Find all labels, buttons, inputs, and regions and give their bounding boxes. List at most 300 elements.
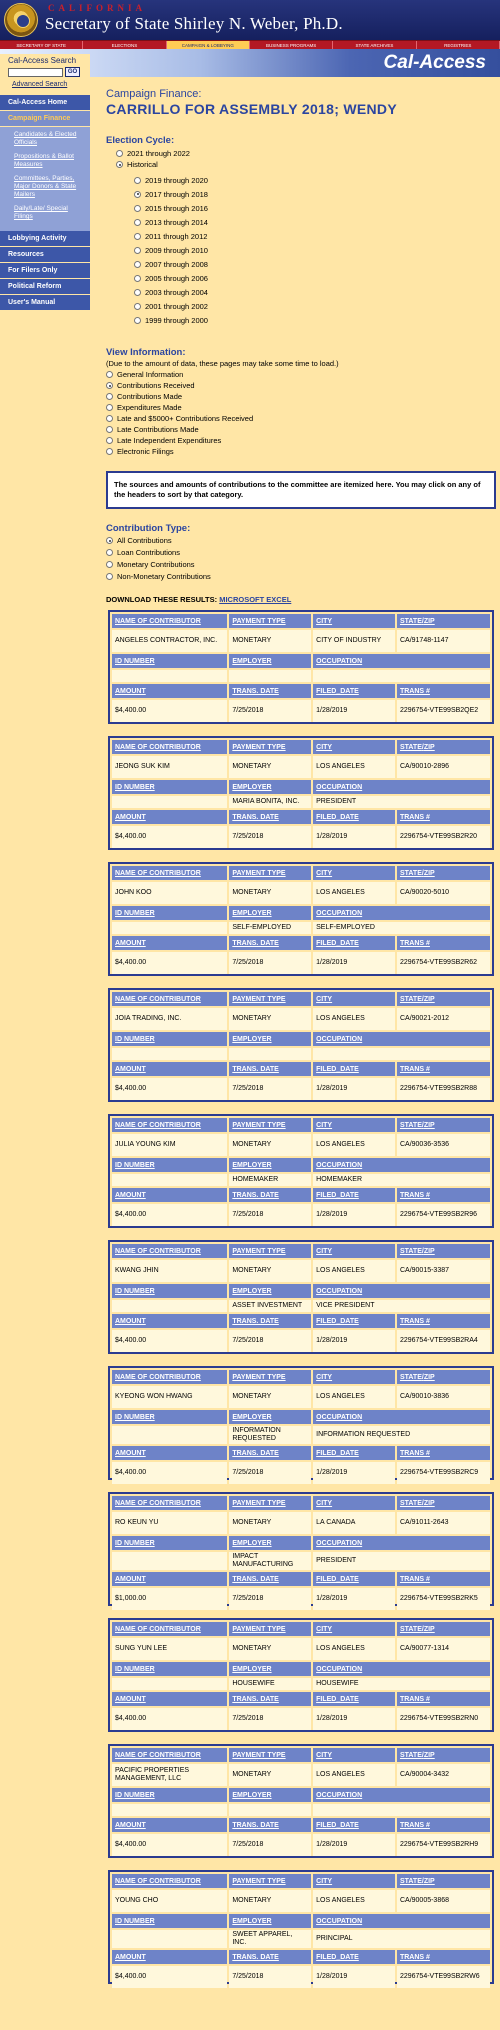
- occupation-column-header[interactable]: OCCUPATION: [313, 1284, 490, 1298]
- state-zip: CA/91748-1147: [397, 630, 490, 652]
- trans-date: 7/25/2018: [229, 1834, 311, 1856]
- employer-column-header[interactable]: EMPLOYER: [229, 1410, 311, 1424]
- trans-date-column-header[interactable]: TRANS. DATE: [229, 1950, 311, 1964]
- main-content: [106, 88, 496, 604]
- id-number: [112, 1552, 227, 1570]
- contribution-table: [110, 1494, 492, 1612]
- cycle-current-option[interactable]: 2021 through 2022: [116, 148, 496, 159]
- trans-date-column-header[interactable]: TRANS. DATE: [229, 936, 311, 950]
- table-header-row: [112, 740, 490, 754]
- trans-date-column-header[interactable]: TRANS. DATE: [229, 810, 311, 824]
- view-option[interactable]: Late Contributions Made: [106, 424, 496, 435]
- payment-type-column-header[interactable]: PAYMENT TYPE: [229, 866, 311, 880]
- sidebar-item-campaign-finance[interactable]: Campaign Finance: [0, 111, 90, 127]
- radio-icon[interactable]: [106, 415, 113, 422]
- nav-state-archives[interactable]: STATE ARCHIVES: [333, 41, 416, 49]
- contribution-table: [110, 738, 492, 850]
- state-zip-column-header[interactable]: STATE/ZIP: [397, 1244, 490, 1258]
- sidebar-item-resources[interactable]: Resources: [0, 247, 90, 263]
- name-column-header[interactable]: NAME OF CONTRIBUTOR: [112, 1496, 227, 1510]
- table-row: [112, 952, 490, 974]
- contribution-table: [110, 1242, 492, 1354]
- table-row: [112, 1462, 490, 1484]
- payment-type: MONETARY: [229, 1890, 311, 1912]
- name-column-header[interactable]: NAME OF CONTRIBUTOR: [112, 1622, 227, 1636]
- radio-icon[interactable]: [106, 437, 113, 444]
- table-header-row: [112, 1314, 490, 1328]
- contributor-name: SUNG YUN LEE: [112, 1638, 227, 1660]
- filed-date: 1/28/2019: [313, 826, 395, 848]
- employer-column-header[interactable]: EMPLOYER: [229, 654, 311, 668]
- id-number-column-header[interactable]: ID NUMBER: [112, 1032, 227, 1046]
- state-zip-column-header[interactable]: STATE/ZIP: [397, 866, 490, 880]
- table-row: [112, 1300, 490, 1312]
- employer-column-header[interactable]: EMPLOYER: [229, 1032, 311, 1046]
- state-zip: CA/90020-5010: [397, 882, 490, 904]
- contribution-type-option[interactable]: Loan Contributions: [106, 547, 496, 558]
- occupation-column-header[interactable]: OCCUPATION: [313, 1536, 490, 1550]
- filed-date-column-header[interactable]: FILED_DATE: [313, 936, 395, 950]
- cycle-option[interactable]: 2017 through 2018: [134, 187, 496, 201]
- radio-icon[interactable]: [134, 177, 141, 184]
- radio-icon[interactable]: [116, 150, 123, 157]
- payment-type-column-header[interactable]: PAYMENT TYPE: [229, 1118, 311, 1132]
- payment-type: MONETARY: [229, 756, 311, 778]
- id-number-column-header[interactable]: ID NUMBER: [112, 1536, 227, 1550]
- amount-column-header[interactable]: AMOUNT: [112, 1188, 227, 1202]
- id-number-column-header[interactable]: ID NUMBER: [112, 906, 227, 920]
- cycle-option[interactable]: 2009 through 2010: [134, 243, 496, 257]
- trans-no: 2296754-VTE99SB2R88: [397, 1078, 490, 1100]
- sidebar-link-candidates[interactable]: Candidates & Elected Officials: [14, 131, 77, 146]
- amount: $4,400.00: [112, 826, 227, 848]
- contribution-table: [110, 1116, 492, 1228]
- excel-download-link[interactable]: MICROSOFT EXCEL: [219, 595, 292, 604]
- trans-date: 7/25/2018: [229, 1462, 311, 1484]
- employer-column-header[interactable]: EMPLOYER: [229, 1662, 311, 1676]
- table-header-row: [112, 1818, 490, 1832]
- payment-type-column-header[interactable]: PAYMENT TYPE: [229, 992, 311, 1006]
- occupation: INFORMATION REQUESTED: [313, 1426, 490, 1444]
- view-option[interactable]: Expenditures Made: [106, 402, 496, 413]
- contribution-record: [108, 1366, 494, 1480]
- name-column-header[interactable]: NAME OF CONTRIBUTOR: [112, 1874, 227, 1888]
- table-header-row: [112, 866, 490, 880]
- radio-selected-icon[interactable]: [106, 382, 113, 389]
- contribution-table: [110, 1746, 492, 1858]
- sidebar-item-cal-access-home[interactable]: Cal-Access Home: [0, 95, 90, 111]
- sidebar-nav: [0, 95, 90, 311]
- city-column-header[interactable]: CITY: [313, 1622, 395, 1636]
- amount-column-header[interactable]: AMOUNT: [112, 1950, 227, 1964]
- city: LA CANADA: [313, 1512, 395, 1534]
- state-zip-column-header[interactable]: STATE/ZIP: [397, 1496, 490, 1510]
- radio-icon[interactable]: [134, 261, 141, 268]
- radio-icon[interactable]: [134, 289, 141, 296]
- occupation-column-header[interactable]: OCCUPATION: [313, 1788, 490, 1802]
- load-time-note: (Due to the amount of data, these pages may take some time to load.): [106, 359, 339, 368]
- table-header-row: [112, 810, 490, 824]
- contributor-name: JEONG SUK KIM: [112, 756, 227, 778]
- employer: [229, 1804, 311, 1816]
- cycle-option[interactable]: 2015 through 2016: [134, 201, 496, 215]
- sidebar-item-users-manual[interactable]: User's Manual: [0, 295, 90, 311]
- radio-icon[interactable]: [134, 317, 141, 324]
- sidebar-item-political-reform[interactable]: Political Reform: [0, 279, 90, 295]
- occupation-column-header[interactable]: OCCUPATION: [313, 1410, 490, 1424]
- trans-date-column-header[interactable]: TRANS. DATE: [229, 1572, 311, 1586]
- filed-date-column-header[interactable]: FILED_DATE: [313, 1818, 395, 1832]
- table-header-row: [112, 1496, 490, 1510]
- city-column-header[interactable]: CITY: [313, 1874, 395, 1888]
- filed-date: 1/28/2019: [313, 1588, 395, 1610]
- amount: $4,400.00: [112, 1966, 227, 1988]
- contributor-name: PACIFIC PROPERTIES MANAGEMENT, LLC: [112, 1764, 227, 1786]
- occupation: VICE PRESIDENT: [313, 1300, 490, 1312]
- amount-column-header[interactable]: AMOUNT: [112, 1818, 227, 1832]
- filed-date: 1/28/2019: [313, 1708, 395, 1730]
- occupation: [313, 670, 490, 682]
- trans-no-column-header[interactable]: TRANS #: [397, 936, 490, 950]
- employer-column-header[interactable]: EMPLOYER: [229, 1788, 311, 1802]
- id-number-column-header[interactable]: ID NUMBER: [112, 654, 227, 668]
- contribution-type-option[interactable]: Monetary Contributions: [106, 559, 496, 570]
- trans-no-column-header[interactable]: TRANS #: [397, 1572, 490, 1586]
- trans-no: 2296754-VTE99SB2RK5: [397, 1588, 490, 1610]
- filed-date-column-header[interactable]: FILED_DATE: [313, 1446, 395, 1460]
- view-option[interactable]: Contributions Made: [106, 391, 496, 402]
- amount-column-header[interactable]: AMOUNT: [112, 1692, 227, 1706]
- amount: $4,400.00: [112, 1462, 227, 1484]
- payment-type-column-header[interactable]: PAYMENT TYPE: [229, 1496, 311, 1510]
- amount: $4,400.00: [112, 1078, 227, 1100]
- occupation-column-header[interactable]: OCCUPATION: [313, 1662, 490, 1676]
- table-row: [112, 1008, 490, 1030]
- radio-icon[interactable]: [106, 404, 113, 411]
- contribution-table: [110, 1872, 492, 1990]
- trans-no-column-header[interactable]: TRANS #: [397, 1062, 490, 1076]
- radio-selected-icon[interactable]: [106, 537, 113, 544]
- employer-column-header[interactable]: EMPLOYER: [229, 906, 311, 920]
- trans-date-column-header[interactable]: TRANS. DATE: [229, 1818, 311, 1832]
- employer-column-header[interactable]: EMPLOYER: [229, 1914, 311, 1928]
- id-number-column-header[interactable]: ID NUMBER: [112, 1284, 227, 1298]
- trans-no-column-header[interactable]: TRANS #: [397, 1950, 490, 1964]
- trans-date: 7/25/2018: [229, 952, 311, 974]
- radio-icon[interactable]: [106, 371, 113, 378]
- occupation-column-header[interactable]: OCCUPATION: [313, 906, 490, 920]
- trans-no-column-header[interactable]: TRANS #: [397, 1692, 490, 1706]
- table-row: [112, 1512, 490, 1534]
- contribution-record: [108, 1618, 494, 1732]
- table-row: [112, 1552, 490, 1570]
- contribution-type-option[interactable]: All Contributions: [106, 535, 496, 546]
- trans-no-column-header[interactable]: TRANS #: [397, 1446, 490, 1460]
- state-zip-column-header[interactable]: STATE/ZIP: [397, 740, 490, 754]
- search-input[interactable]: [8, 68, 63, 77]
- radio-icon[interactable]: [106, 448, 113, 455]
- state-zip: CA/90010-2896: [397, 756, 490, 778]
- cycle-option[interactable]: 2011 through 2012: [134, 229, 496, 243]
- filed-date-column-header[interactable]: FILED_DATE: [313, 1062, 395, 1076]
- employer-column-header[interactable]: EMPLOYER: [229, 1158, 311, 1172]
- employer-column-header[interactable]: EMPLOYER: [229, 1536, 311, 1550]
- payment-type-column-header[interactable]: PAYMENT TYPE: [229, 1874, 311, 1888]
- city: LOS ANGELES: [313, 1386, 395, 1408]
- search-panel: [0, 54, 90, 92]
- employer: SELF-EMPLOYED: [229, 922, 311, 934]
- sidebar-item-for-filers-only[interactable]: For Filers Only: [0, 263, 90, 279]
- contribution-type-option[interactable]: Non-Monetary Contributions: [106, 571, 496, 582]
- election-cycle-section: [106, 135, 496, 327]
- cycle-option[interactable]: 2003 through 2004: [134, 285, 496, 299]
- filed-date-column-header[interactable]: FILED_DATE: [313, 1572, 395, 1586]
- radio-icon[interactable]: [106, 393, 113, 400]
- view-information-section: [106, 347, 496, 457]
- radio-icon[interactable]: [134, 205, 141, 212]
- state-zip-column-header[interactable]: STATE/ZIP: [397, 1748, 490, 1762]
- amount-column-header[interactable]: AMOUNT: [112, 810, 227, 824]
- trans-date-column-header[interactable]: TRANS. DATE: [229, 684, 311, 698]
- table-header-row: [112, 1032, 490, 1046]
- table-header-row: [112, 936, 490, 950]
- filed-date-column-header[interactable]: FILED_DATE: [313, 684, 395, 698]
- occupation-column-header[interactable]: OCCUPATION: [313, 1158, 490, 1172]
- table-row: [112, 826, 490, 848]
- payment-type-column-header[interactable]: PAYMENT TYPE: [229, 1370, 311, 1384]
- name-column-header[interactable]: NAME OF CONTRIBUTOR: [112, 992, 227, 1006]
- sidebar-link-daily-filings[interactable]: Daily/Late/ Special Filings: [14, 205, 68, 220]
- amount: $1,000.00: [112, 1588, 227, 1610]
- cycle-option[interactable]: 2013 through 2014: [134, 215, 496, 229]
- table-row: [112, 1930, 490, 1948]
- table-header-row: [112, 1914, 490, 1928]
- amount-column-header[interactable]: AMOUNT: [112, 936, 227, 950]
- id-number: [112, 922, 227, 934]
- table-row: [112, 1134, 490, 1156]
- filed-date-column-header[interactable]: FILED_DATE: [313, 1314, 395, 1328]
- city-column-header[interactable]: CITY: [313, 1496, 395, 1510]
- trans-no-column-header[interactable]: TRANS #: [397, 1188, 490, 1202]
- view-option[interactable]: Contributions Received: [106, 380, 496, 391]
- table-row: [112, 796, 490, 808]
- nav-elections[interactable]: ELECTIONS: [83, 41, 166, 49]
- radio-selected-icon[interactable]: [134, 191, 141, 198]
- filed-date-column-header[interactable]: FILED_DATE: [313, 1950, 395, 1964]
- table-header-row: [112, 1188, 490, 1202]
- nav-secretary-of-state[interactable]: SECRETARY OF STATE: [0, 41, 83, 49]
- state-zip-column-header[interactable]: STATE/ZIP: [397, 1874, 490, 1888]
- occupation-column-header[interactable]: OCCUPATION: [313, 1032, 490, 1046]
- radio-selected-icon[interactable]: [116, 161, 123, 168]
- trans-no: 2296754-VTE99SB2R20: [397, 826, 490, 848]
- name-column-header[interactable]: NAME OF CONTRIBUTOR: [112, 1244, 227, 1258]
- table-row: [112, 1638, 490, 1660]
- state-zip-column-header[interactable]: STATE/ZIP: [397, 614, 490, 628]
- state-zip-column-header[interactable]: STATE/ZIP: [397, 1118, 490, 1132]
- payment-type-column-header[interactable]: PAYMENT TYPE: [229, 740, 311, 754]
- radio-icon[interactable]: [106, 573, 113, 580]
- amount-column-header[interactable]: AMOUNT: [112, 1062, 227, 1076]
- id-number-column-header[interactable]: ID NUMBER: [112, 780, 227, 794]
- contribution-record: [108, 1240, 494, 1354]
- trans-no-column-header[interactable]: TRANS #: [397, 1314, 490, 1328]
- nav-business-programs[interactable]: BUSINESS PROGRAMS: [250, 41, 333, 49]
- contribution-record: [108, 988, 494, 1102]
- amount: $4,400.00: [112, 1834, 227, 1856]
- cycle-option[interactable]: 2019 through 2020: [134, 173, 496, 187]
- trans-no: 2296754-VTE99SB2RW6: [397, 1966, 490, 1988]
- view-option[interactable]: Electronic Filings: [106, 446, 496, 457]
- radio-icon[interactable]: [106, 561, 113, 568]
- occupation-column-header[interactable]: OCCUPATION: [313, 654, 490, 668]
- view-information-heading: View Information:: [106, 347, 186, 358]
- employer-column-header[interactable]: EMPLOYER: [229, 780, 311, 794]
- name-column-header[interactable]: NAME OF CONTRIBUTOR: [112, 614, 227, 628]
- site-title[interactable]: Secretary of State Shirley N. Weber, Ph.D.: [45, 14, 343, 33]
- cycle-historical-option[interactable]: Historical: [116, 159, 496, 170]
- employer-column-header[interactable]: EMPLOYER: [229, 1284, 311, 1298]
- sidebar-link-propositions[interactable]: Propositions & Ballot Measures: [14, 153, 74, 168]
- occupation: PRESIDENT: [313, 1552, 490, 1570]
- table-header-row: [112, 1950, 490, 1964]
- table-header-row: [112, 1370, 490, 1384]
- trans-date-column-header[interactable]: TRANS. DATE: [229, 1188, 311, 1202]
- table-header-row: [112, 684, 490, 698]
- trans-date-column-header[interactable]: TRANS. DATE: [229, 1314, 311, 1328]
- id-number: [112, 1678, 227, 1690]
- table-row: [112, 756, 490, 778]
- contribution-table: [110, 990, 492, 1102]
- name-column-header[interactable]: NAME OF CONTRIBUTOR: [112, 1370, 227, 1384]
- payment-type-column-header[interactable]: PAYMENT TYPE: [229, 1622, 311, 1636]
- city-column-header[interactable]: CITY: [313, 1748, 395, 1762]
- campaign-finance-submenu: [0, 127, 90, 231]
- view-option[interactable]: Late Independent Expenditures: [106, 435, 496, 446]
- amount-column-header[interactable]: AMOUNT: [112, 1446, 227, 1460]
- payment-type-column-header[interactable]: PAYMENT TYPE: [229, 1748, 311, 1762]
- amount-column-header[interactable]: AMOUNT: [112, 684, 227, 698]
- trans-date: 7/25/2018: [229, 1588, 311, 1610]
- city: LOS ANGELES: [313, 1638, 395, 1660]
- id-number: [112, 1300, 227, 1312]
- contributor-name: RO KEUN YU: [112, 1512, 227, 1534]
- view-option[interactable]: Late and $5000+ Contributions Received: [106, 413, 496, 424]
- city-column-header[interactable]: CITY: [313, 1118, 395, 1132]
- state-zip-column-header[interactable]: STATE/ZIP: [397, 1370, 490, 1384]
- state-zip-column-header[interactable]: STATE/ZIP: [397, 992, 490, 1006]
- trans-no: 2296754-VTE99SB2RH9: [397, 1834, 490, 1856]
- radio-icon[interactable]: [134, 247, 141, 254]
- radio-icon[interactable]: [106, 549, 113, 556]
- trans-no: 2296754-VTE99SB2R96: [397, 1204, 490, 1226]
- advanced-search-link[interactable]: Advanced Search: [12, 81, 68, 88]
- trans-no-column-header[interactable]: TRANS #: [397, 684, 490, 698]
- state-zip: CA/90036-3536: [397, 1134, 490, 1156]
- radio-icon[interactable]: [106, 426, 113, 433]
- contribution-table: [110, 1368, 492, 1486]
- state-zip-column-header[interactable]: STATE/ZIP: [397, 1622, 490, 1636]
- filed-date: 1/28/2019: [313, 700, 395, 722]
- trans-no: 2296754-VTE99SB2RN0: [397, 1708, 490, 1730]
- city: LOS ANGELES: [313, 1764, 395, 1786]
- filed-date-column-header[interactable]: FILED_DATE: [313, 810, 395, 824]
- occupation: PRESIDENT: [313, 796, 490, 808]
- trans-no: 2296754-VTE99SB2QE2: [397, 700, 490, 722]
- radio-icon[interactable]: [134, 219, 141, 226]
- table-header-row: [112, 1284, 490, 1298]
- name-column-header[interactable]: NAME OF CONTRIBUTOR: [112, 866, 227, 880]
- contribution-record: [108, 736, 494, 850]
- trans-no-column-header[interactable]: TRANS #: [397, 810, 490, 824]
- name-column-header[interactable]: NAME OF CONTRIBUTOR: [112, 1748, 227, 1762]
- table-row: [112, 1708, 490, 1730]
- id-number-column-header[interactable]: ID NUMBER: [112, 1410, 227, 1424]
- go-button[interactable]: GO: [65, 67, 80, 77]
- sidebar-link-committees[interactable]: Committees, Parties, Major Donors & State Mailers: [14, 175, 77, 198]
- city-column-header[interactable]: CITY: [313, 992, 395, 1006]
- amount: $4,400.00: [112, 952, 227, 974]
- contributor-name: JULIA YOUNG KIM: [112, 1134, 227, 1156]
- cycle-option[interactable]: 2005 through 2006: [134, 271, 496, 285]
- id-number-column-header[interactable]: ID NUMBER: [112, 1662, 227, 1676]
- table-row: [112, 1048, 490, 1060]
- amount-column-header[interactable]: AMOUNT: [112, 1572, 227, 1586]
- filed-date-column-header[interactable]: FILED_DATE: [313, 1188, 395, 1202]
- payment-type-column-header[interactable]: PAYMENT TYPE: [229, 614, 311, 628]
- radio-icon[interactable]: [134, 233, 141, 240]
- name-column-header[interactable]: NAME OF CONTRIBUTOR: [112, 740, 227, 754]
- trans-date-column-header[interactable]: TRANS. DATE: [229, 1446, 311, 1460]
- table-row: [112, 1330, 490, 1352]
- employer: MARIA BONITA, INC.: [229, 796, 311, 808]
- city-column-header[interactable]: CITY: [313, 866, 395, 880]
- trans-date-column-header[interactable]: TRANS. DATE: [229, 1062, 311, 1076]
- amount-column-header[interactable]: AMOUNT: [112, 1314, 227, 1328]
- radio-icon[interactable]: [134, 303, 141, 310]
- city-column-header[interactable]: CITY: [313, 1370, 395, 1384]
- payment-type: MONETARY: [229, 1008, 311, 1030]
- trans-date-column-header[interactable]: TRANS. DATE: [229, 1692, 311, 1706]
- id-number-column-header[interactable]: ID NUMBER: [112, 1788, 227, 1802]
- city-column-header[interactable]: CITY: [313, 614, 395, 628]
- trans-no-column-header[interactable]: TRANS #: [397, 1818, 490, 1832]
- contributor-name: ANGELES CONTRACTOR, INC.: [112, 630, 227, 652]
- id-number-column-header[interactable]: ID NUMBER: [112, 1914, 227, 1928]
- city-column-header[interactable]: CITY: [313, 1244, 395, 1258]
- id-number-column-header[interactable]: ID NUMBER: [112, 1158, 227, 1172]
- cal-access-brand: Cal-Access: [383, 52, 486, 73]
- contribution-record: [108, 1744, 494, 1858]
- occupation-column-header[interactable]: OCCUPATION: [313, 780, 490, 794]
- city-column-header[interactable]: CITY: [313, 740, 395, 754]
- payment-type-column-header[interactable]: PAYMENT TYPE: [229, 1244, 311, 1258]
- cycle-option[interactable]: 1999 through 2000: [134, 313, 496, 327]
- cycle-option[interactable]: 2007 through 2008: [134, 257, 496, 271]
- nav-registries[interactable]: REGISTRIES: [417, 41, 500, 49]
- nav-campaign-lobbying[interactable]: CAMPAIGN & LOBBYING: [167, 41, 250, 49]
- cycle-option[interactable]: 2001 through 2002: [134, 299, 496, 313]
- historical-cycle-list: [134, 173, 496, 327]
- sidebar-item-lobbying-activity[interactable]: Lobbying Activity: [0, 231, 90, 247]
- name-column-header[interactable]: NAME OF CONTRIBUTOR: [112, 1118, 227, 1132]
- occupation-column-header[interactable]: OCCUPATION: [313, 1914, 490, 1928]
- radio-icon[interactable]: [134, 275, 141, 282]
- trans-date: 7/25/2018: [229, 1330, 311, 1352]
- view-option[interactable]: General Information: [106, 369, 496, 380]
- filed-date-column-header[interactable]: FILED_DATE: [313, 1692, 395, 1706]
- state-seal-icon[interactable]: [4, 3, 38, 37]
